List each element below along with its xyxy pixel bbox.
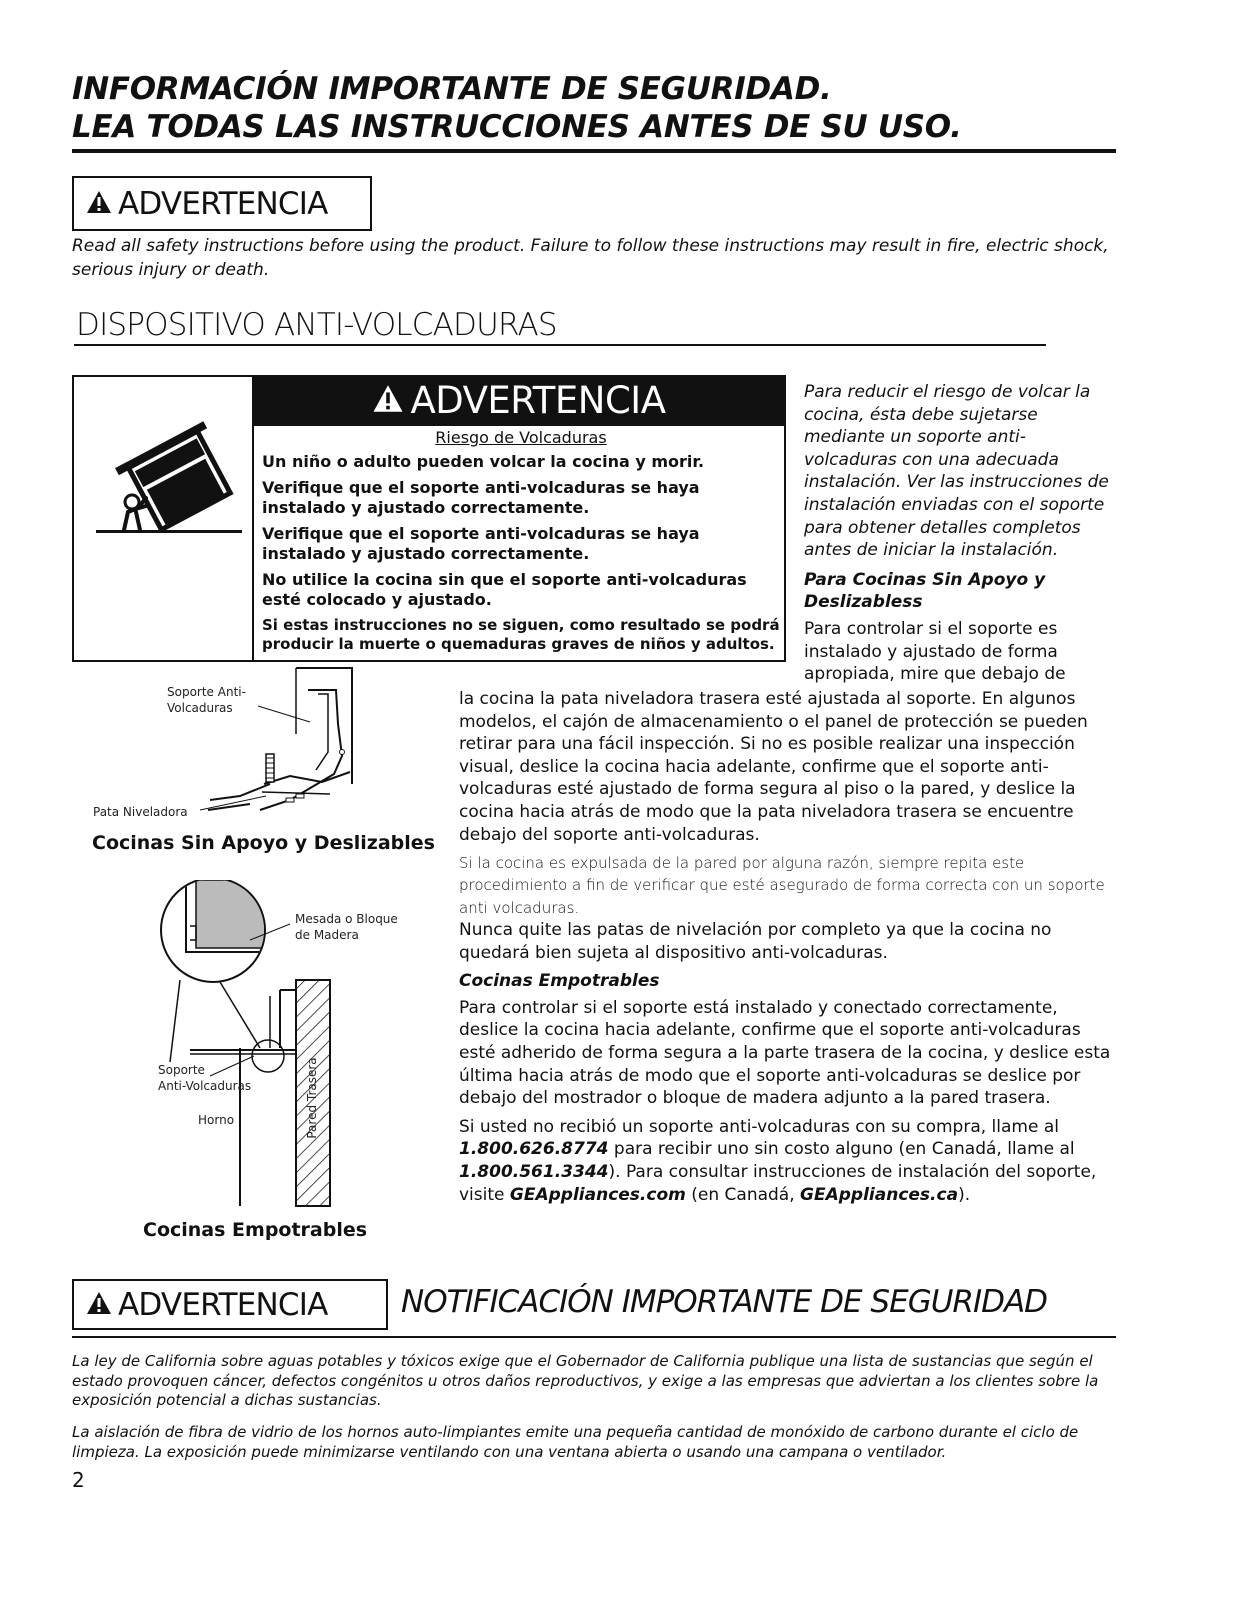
built-in-subheading: Cocinas Empotrables (459, 971, 660, 992)
page-title-line1: INFORMACIÓN IMPORTANTE DE SEGURIDAD. (72, 71, 832, 107)
warning-triangle-icon (86, 190, 112, 218)
label-antitip-bracket (167, 684, 246, 716)
tip-warning-line: Verifique que el soporte anti-volcaduras se haya instalado y ajustado correctamente. (262, 524, 700, 563)
warning-label: ADVERTENCIA (410, 379, 666, 422)
label-line: Anti-Volcaduras (158, 1079, 252, 1093)
right-column (804, 381, 1116, 686)
label-line: Volcaduras (167, 701, 233, 715)
phone-us: 1.800.626.8774 (459, 1139, 609, 1160)
contact-text (459, 1116, 1119, 1206)
label-line: Mesada o Bloque (295, 912, 398, 926)
freestanding-text-cont: la cocina la pata niveladora trasera esté ajustada al soporte. En algunos modelos, el cajón de almacenamiento o el panel de protección se pueden retirar para una fácil inspección. Si no es posible realizar una inspección visual, deslice la cocina hacia adelante, confirme que el soporte anti-volcaduras esté ajustado de forma segura al piso o la pared, y deslice la cocina hacia atrás de modo que la pata niveladora trasera se encuentre debajo del soporte anti-volcaduras. (459, 689, 1088, 845)
page-title-line2: LEA TODAS LAS INSTRUCCIONES ANTES DE SU USO. (72, 109, 962, 145)
never-remove-text: Nunca quite las patas de nivelación por completo ya que la cocina no quedará bien sujeta al dispositivo anti-volcaduras. (459, 920, 1052, 963)
tip-warning-content (262, 428, 780, 660)
tip-warning-line: Si estas instrucciones no se siguen, como resultado se podrá producir la muerte o quemaduras graves de niños y adultos. (262, 616, 780, 653)
label-rear-wall: Pared Trasera (305, 1057, 319, 1139)
contact-fragment: ). (958, 1184, 971, 1205)
title-rule (72, 149, 1116, 153)
label-antitip-bracket-2 (158, 1062, 251, 1094)
section-title: DISPOSITIVO ANTI-VOLCADURAS (76, 307, 557, 343)
label-oven: Horno (198, 1113, 235, 1127)
figure-caption-built-in: Cocinas Empotrables (143, 1219, 368, 1241)
built-in-text: Para controlar si el soporte está instalado y conectado correctamente, deslice la cocina hacia adelante, confirme que el soporte anti-volcaduras esté adherido de forma segura a la parte trasera de la cocina, y deslice esta última hacia atrás de modo que el soporte anti-volcaduras se deslice por debajo del mostrador o bloque de madera adjunto a la pared trasera. (459, 997, 1111, 1109)
page-number: 2 (72, 1468, 85, 1492)
warning-badge-bottom (72, 1279, 388, 1330)
label-counter (295, 911, 398, 943)
freestanding-text-start: Para controlar si el soporte es instalado y ajustado de forma apropiada, mire que debajo de (804, 618, 1066, 685)
notice-rule (72, 1336, 1116, 1338)
warning-label: ADVERTENCIA (118, 185, 328, 222)
website-ca: GEAppliances.ca (800, 1184, 959, 1205)
warning-triangle-icon (372, 384, 404, 417)
contact-fragment: ). Para consultar instrucciones de instalación del soporte, visite (459, 1161, 1097, 1205)
label-line: de Madera (295, 928, 359, 942)
label-line: Soporte (158, 1063, 205, 1077)
reposition-note: Si la cocina es expulsada de la pared por alguna razón, siempre repita este procedimiento a fin de verificar que esté asegurado de forma correcta con un soporte anti volcaduras. (459, 854, 1105, 917)
figure-caption-freestanding: Cocinas Sin Apoyo y Deslizables (92, 832, 435, 854)
contact-fragment: (en Canadá, (685, 1184, 801, 1205)
freestanding-subheading: Para Cocinas Sin Apoyo y Deslizabless (804, 569, 1046, 613)
label-leveling-leg: Pata Niveladora (93, 805, 188, 819)
contact-fragment: para recibir uno sin costo alguno (en Canadá, llame al (608, 1139, 1075, 1160)
california-law-text: La ley de California sobre aguas potables y tóxicos exige que el Gobernador de California publique una lista de sustancias que según el estado provoquen cáncer, defectos congénitos u otros daños reproductivos, y exige a las empresas que adviertan a los clientes sobre la exposición potencial a dichas sustancias. (72, 1352, 1099, 1409)
tip-over-illustration (92, 420, 252, 554)
website-us: GEAppliances.com (509, 1184, 686, 1205)
section-rule (74, 344, 1046, 346)
fiberglass-text: La aislación de fibra de vidrio de los hornos auto-limpiantes emite una pequeña cantidad de monóxido de carbono durante el ciclo de limpieza. La exposición puede minimizarse ventilando con una ventana abierta o usando una campana o ventilador. (72, 1423, 1079, 1461)
phone-ca: 1.800.561.3344 (459, 1161, 609, 1182)
tip-warning-line: Un niño o adulto pueden volcar la cocina y morir. (262, 452, 705, 471)
tip-warning-heading: Riesgo de Volcaduras (435, 428, 607, 447)
contact-fragment: Si usted no recibió un soporte anti-volcaduras con su compra, llame al (459, 1116, 1059, 1137)
notice-title: NOTIFICACIÓN IMPORTANTE DE SEGURIDAD (401, 1284, 1048, 1320)
tip-warning-line: Verifique que el soporte anti-volcaduras se haya instalado y ajustado correctamente. (262, 478, 700, 517)
safety-intro-text: Read all safety instructions before using the product. Failure to follow these instructions may result in fire, electric shock, serious injury or death. (72, 236, 1109, 280)
page-title (72, 70, 962, 146)
tip-warning-banner (254, 375, 784, 426)
warning-label: ADVERTENCIA (118, 1286, 328, 1323)
warning-triangle-icon (86, 1291, 112, 1319)
label-line: Soporte Anti- (167, 685, 246, 699)
main-text-column (459, 688, 1119, 1212)
warning-badge (72, 176, 372, 231)
tip-warning-line: No utilice la cocina sin que el soporte anti-volcaduras esté colocado y ajustado. (262, 570, 747, 609)
tip-intro-text: Para reducir el riesgo de volcar la cocina, ésta debe sujetarse mediante un soporte anti-volcaduras con una adecuada instalación. Ver las instrucciones de instalación enviadas con el soporte para obtener detalles completos antes de iniciar la instalación. (804, 382, 1109, 561)
